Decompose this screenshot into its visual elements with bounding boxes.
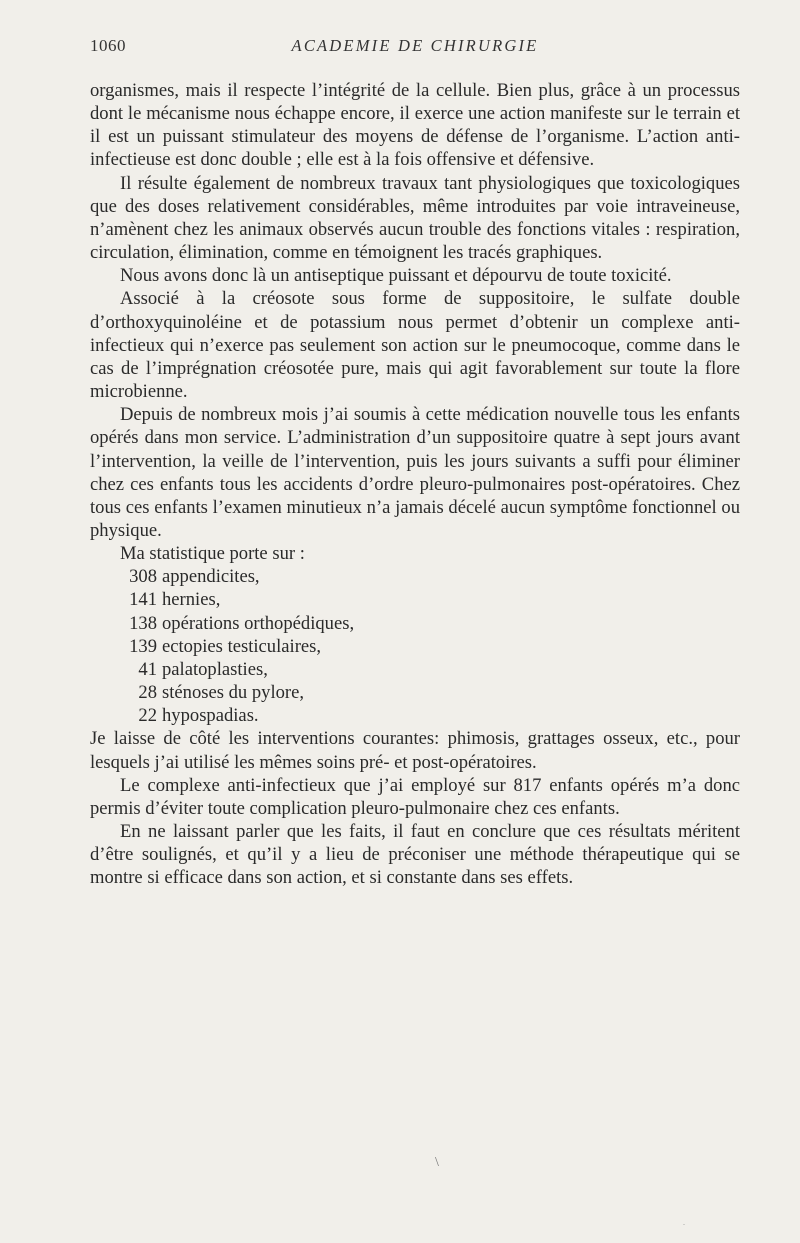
stat-label: hypospadias. [162, 705, 259, 727]
list-item [90, 681, 740, 704]
list-item [90, 588, 740, 611]
list-item [90, 658, 740, 681]
dot-mark: . [683, 1218, 685, 1227]
stat-count: 22 [138, 705, 157, 727]
list-item [90, 565, 740, 588]
paragraph-4: Associé à la créosote sous forme de suppositoire, le sulfate double d’orthoxyquinoléine et de potassium nous permet d’obtenir un complexe anti-infectieux qui n’exerce pas seulement son action sur le pneumocoque, comme dans le cas de l’imprégnation créosotée pure, mais qui agit favorablement sur toute la flore microbienne. [90, 288, 740, 403]
page-number: 1060 [90, 36, 126, 55]
running-title: ACADEMIE DE CHIRURGIE [291, 36, 539, 55]
list-item [90, 635, 740, 658]
stat-label: opérations orthopédiques, [162, 612, 355, 634]
paragraph-8: Le complexe anti-infectieux que j’ai employé sur 817 enfants opérés m’a donc permis d’éviter toute complication pleuro-pulmonaire chez ces enfants. [90, 774, 740, 819]
paragraph-9: En ne laissant parler que les faits, il faut en conclure que ces résultats méritent d’être soulignés, et qu’il y a lieu de préconiser une méthode thérapeutique qui se montre si efficace dans son action, et si constante dans ses effets. [90, 821, 740, 889]
stray-mark: \ [435, 1155, 439, 1170]
stat-count: 138 [129, 612, 157, 634]
paragraph-2: Il résulte également de nombreux travaux tant physiologiques que toxicologiques que des doses relativement considérables, même introduites par voie intraveineuse, n’amènent chez les animaux observés aucun trouble des fonctions vitales : respiration, circulation, élimination, comme en témoignent les tracés graphiques. [90, 172, 740, 264]
stat-count: 139 [129, 635, 157, 657]
paragraph-3: Nous avons donc là un antiseptique puissant et dépourvu de toute toxicité. [120, 265, 672, 287]
stat-label: sténoses du pylore, [162, 682, 305, 704]
paragraph-7: Je laisse de côté les interventions courantes: phimosis, grattages osseux, etc., pour lesquels j’ai utilisé les mêmes soins pré- et post-opératoires. [90, 728, 740, 773]
stat-label: appendicites, [162, 566, 260, 588]
statistics-list [90, 565, 740, 727]
body-text [90, 79, 740, 889]
stat-label: ectopies testiculaires, [162, 635, 322, 657]
stat-label: palatoplasties, [162, 658, 268, 680]
stat-count: 41 [138, 658, 157, 680]
paragraph-6: Ma statistique porte sur : [120, 543, 305, 565]
list-item [90, 612, 740, 635]
list-item [90, 704, 740, 727]
stat-label: hernies, [162, 589, 221, 611]
paragraph-5: Depuis de nombreux mois j’ai soumis à cette médication nouvelle tous les enfants opérés dans mon service. L’administration d’un suppositoire quatre à sept jours avant l’intervention, la veille de l’intervention, puis les jours suivants a suffi pour éliminer chez ces enfants tous les accidents d’ordre pleuro-pulmonaires post-opératoires. Chez tous ces enfants l’examen minutieux n’a jamais décelé aucun symptôme fonctionnel ou physique. [90, 404, 740, 541]
paragraph-1: organismes, mais il respecte l’intégrité de la cellule. Bien plus, grâce à un processus dont le mécanisme nous échappe encore, il exerce une action manifeste sur le terrain et il est un puissant stimulateur des moyens de défense de l’organisme. L’action anti-infectieuse est donc double ; elle est à la fois offensive et défensive. [90, 80, 740, 171]
page-header [90, 36, 740, 60]
stat-count: 141 [129, 589, 157, 611]
stat-count: 308 [129, 566, 157, 588]
stat-count: 28 [138, 682, 157, 704]
